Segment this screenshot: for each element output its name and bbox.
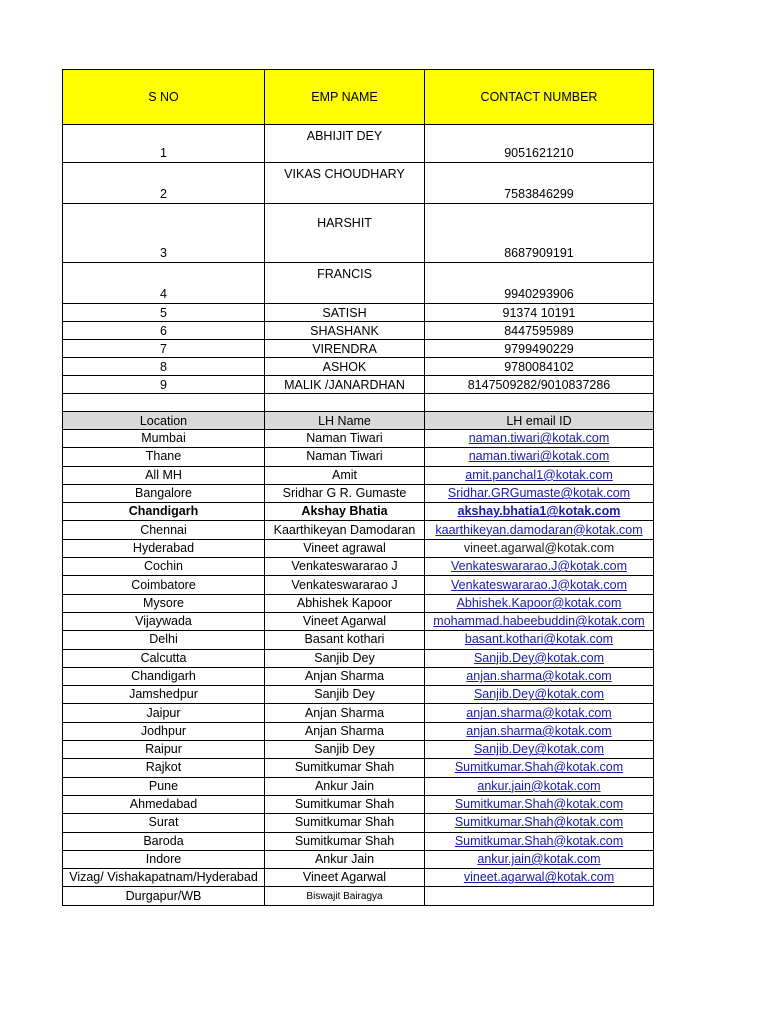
employee-row <box>63 376 654 394</box>
lh-row <box>63 887 654 905</box>
location-cell: All MH <box>63 466 265 484</box>
location-cell: Thane <box>63 448 265 466</box>
lh-row <box>63 466 654 484</box>
email-link[interactable]: Sumitkumar.Shah@kotak.com <box>454 760 624 775</box>
email-link[interactable]: vineet.agarwal@kotak.com <box>463 870 615 885</box>
email-link[interactable]: Sumitkumar.Shah@kotak.com <box>454 833 624 848</box>
email-link[interactable]: anjan.sharma@kotak.com <box>466 723 612 738</box>
location-cell: Raipur <box>63 741 265 759</box>
contact-table <box>62 69 654 906</box>
lh-name-cell: Vineet Agarwal <box>265 612 425 630</box>
lh-name-cell: Basant kothari <box>265 631 425 649</box>
lh-email-cell <box>425 741 654 759</box>
lh-name-cell: Sumitkumar Shah <box>265 759 425 777</box>
employee-row <box>63 263 654 304</box>
employee-contact: 91374 10191 <box>425 304 654 322</box>
lh-row <box>63 521 654 539</box>
employee-sno: 6 <box>63 322 265 340</box>
location-cell: Jaipur <box>63 704 265 722</box>
employee-name: VIRENDRA <box>265 340 425 358</box>
employee-sno: 7 <box>63 340 265 358</box>
location-cell: Vijaywada <box>63 612 265 630</box>
lh-name-cell: Sanjib Dey <box>265 741 425 759</box>
lh-name-cell: Anjan Sharma <box>265 704 425 722</box>
lh-row <box>63 722 654 740</box>
employee-row <box>63 340 654 358</box>
lh-row <box>63 741 654 759</box>
employee-name: FRANCIS <box>265 263 425 304</box>
lh-email-cell <box>425 869 654 887</box>
spacer-row <box>63 394 654 412</box>
lh-row <box>63 850 654 868</box>
email-link[interactable]: naman.tiwari@kotak.com <box>468 431 610 446</box>
email-link[interactable]: anjan.sharma@kotak.com <box>466 669 612 683</box>
employee-name: VIKAS CHOUDHARY <box>265 163 425 204</box>
header-emp-name: EMP NAME <box>265 70 425 125</box>
lh-email-cell <box>425 777 654 795</box>
lh-email-cell <box>425 484 654 502</box>
email-link[interactable]: Sanjib.Dey@kotak.com <box>473 687 605 702</box>
header-row <box>63 70 654 125</box>
email-link[interactable]: naman.tiwari@kotak.com <box>468 449 610 464</box>
employee-contact: 8147509282/9010837286 <box>425 376 654 394</box>
employee-row <box>63 304 654 322</box>
lh-name-cell: Naman Tiwari <box>265 448 425 466</box>
employee-contact: 9940293906 <box>425 263 654 304</box>
location-cell: Mysore <box>63 594 265 612</box>
lh-name-cell: Abhishek Kapoor <box>265 594 425 612</box>
employee-name: SHASHANK <box>265 322 425 340</box>
header-contact-number: CONTACT NUMBER <box>425 70 654 125</box>
lh-name-cell: Sumitkumar Shah <box>265 795 425 813</box>
lh-name-cell: Sumitkumar Shah <box>265 832 425 850</box>
employee-contact: 8447595989 <box>425 322 654 340</box>
location-cell: Cochin <box>63 558 265 576</box>
spreadsheet <box>62 69 653 906</box>
employee-name: MALIK /JANARDHAN <box>265 376 425 394</box>
email-link[interactable]: Sridhar.GRGumaste@kotak.com <box>447 486 631 501</box>
lh-email-cell <box>425 539 654 557</box>
lh-email-cell <box>425 576 654 594</box>
email-link[interactable]: ankur.jain@kotak.com <box>477 851 601 866</box>
location-cell: Delhi <box>63 631 265 649</box>
location-cell: Pune <box>63 777 265 795</box>
lh-name-cell: Vineet agrawal <box>265 539 425 557</box>
lh-name-cell: Anjan Sharma <box>265 722 425 740</box>
location-cell: Ahmedabad <box>63 795 265 813</box>
location-cell: Chandigarh <box>63 503 265 521</box>
lh-email-cell <box>425 814 654 832</box>
employee-row <box>63 163 654 204</box>
location-cell: Bangalore <box>63 484 265 502</box>
lh-email-cell <box>425 430 654 448</box>
lh-header-row <box>63 412 654 430</box>
email-link[interactable]: Abhishek.Kapoor@kotak.com <box>456 595 622 610</box>
location-cell: Baroda <box>63 832 265 850</box>
lh-row <box>63 594 654 612</box>
lh-row <box>63 539 654 557</box>
lh-email-cell <box>425 850 654 868</box>
lh-name-cell: Vineet Agarwal <box>265 869 425 887</box>
location-cell: Rajkot <box>63 759 265 777</box>
email-link[interactable]: Sumitkumar.Shah@kotak.com <box>454 797 624 812</box>
employee-row <box>63 358 654 376</box>
lh-email-cell <box>425 887 654 905</box>
lh-row <box>63 484 654 502</box>
lh-row <box>63 832 654 850</box>
lh-name-cell: Ankur Jain <box>265 777 425 795</box>
employee-row <box>63 322 654 340</box>
employee-sno: 5 <box>63 304 265 322</box>
lh-row <box>63 759 654 777</box>
location-cell: Hyderabad <box>63 539 265 557</box>
employee-contact: 7583846299 <box>425 163 654 204</box>
employee-name: HARSHIT <box>265 204 425 263</box>
email-link[interactable]: basant.kothari@kotak.com <box>464 632 614 647</box>
employee-contact: 8687909191 <box>425 204 654 263</box>
lh-row <box>63 612 654 630</box>
lh-email-cell <box>425 631 654 649</box>
email-link[interactable]: amit.panchal1@kotak.com <box>465 467 613 482</box>
email-link[interactable]: Venkateswararao.J@kotak.com <box>451 577 627 592</box>
email-link[interactable]: kaarthikeyan.damodaran@kotak.com <box>435 522 643 537</box>
lh-row <box>63 503 654 521</box>
employee-sno: 8 <box>63 358 265 376</box>
location-cell: Mumbai <box>63 430 265 448</box>
email-link[interactable]: Sumitkumar.Shah@kotak.com <box>454 815 624 830</box>
lh-row <box>63 777 654 795</box>
email-link[interactable]: mohammad.habeebuddin@kotak.com <box>433 614 645 629</box>
lh-name-cell: Anjan Sharma <box>265 667 425 685</box>
lh-name-cell: Ankur Jain <box>265 850 425 868</box>
lh-name-cell: Sanjib Dey <box>265 649 425 667</box>
lh-name-cell: Sridhar G R. Gumaste <box>265 484 425 502</box>
employee-name: ASHOK <box>265 358 425 376</box>
lh-email-cell <box>425 667 654 685</box>
email-link[interactable]: akshay.bhatia1@kotak.com <box>457 504 621 519</box>
location-cell: Jamshedpur <box>63 686 265 704</box>
header-lh-name: LH Name <box>265 412 425 430</box>
email-link[interactable]: Sanjib.Dey@kotak.com <box>473 742 605 757</box>
lh-email-cell <box>425 466 654 484</box>
lh-email-cell <box>425 759 654 777</box>
lh-name-cell: Akshay Bhatia <box>265 503 425 521</box>
lh-email-cell <box>425 722 654 740</box>
lh-email-cell <box>425 521 654 539</box>
employee-sno: 2 <box>63 163 265 204</box>
lh-email-cell <box>425 503 654 521</box>
lh-row <box>63 869 654 887</box>
lh-row <box>63 558 654 576</box>
lh-email-cell <box>425 558 654 576</box>
lh-row <box>63 430 654 448</box>
location-cell: Durgapur/WB <box>63 887 265 905</box>
location-cell: Chennai <box>63 521 265 539</box>
location-cell: Calcutta <box>63 649 265 667</box>
email-link[interactable]: ankur.jain@kotak.com <box>477 778 601 793</box>
location-cell: Indore <box>63 850 265 868</box>
employee-sno: 1 <box>63 125 265 163</box>
email-link[interactable]: anjan.sharma@kotak.com <box>466 705 612 720</box>
lh-row <box>63 576 654 594</box>
employee-contact: 9780084102 <box>425 358 654 376</box>
location-cell: Surat <box>63 814 265 832</box>
header-sno: S NO <box>63 70 265 125</box>
employee-sno: 9 <box>63 376 265 394</box>
location-cell: Coimbatore <box>63 576 265 594</box>
empty-cell <box>63 394 265 412</box>
lh-name-cell: Naman Tiwari <box>265 430 425 448</box>
lh-name-cell: Sumitkumar Shah <box>265 814 425 832</box>
empty-cell <box>425 394 654 412</box>
location-cell: Jodhpur <box>63 722 265 740</box>
employee-row <box>63 204 654 263</box>
lh-row <box>63 704 654 722</box>
lh-name-cell: Venkateswararao J <box>265 576 425 594</box>
lh-email-cell <box>425 686 654 704</box>
lh-email-cell <box>425 832 654 850</box>
empty-cell <box>265 394 425 412</box>
lh-name-cell: Sanjib Dey <box>265 686 425 704</box>
lh-email-cell <box>425 594 654 612</box>
employee-contact: 9799490229 <box>425 340 654 358</box>
lh-table-body <box>63 430 654 906</box>
employee-name: SATISH <box>265 304 425 322</box>
lh-row <box>63 686 654 704</box>
lh-name-cell: Kaarthikeyan Damodaran <box>265 521 425 539</box>
employee-name: ABHIJIT DEY <box>265 125 425 163</box>
employee-sno: 4 <box>63 263 265 304</box>
employee-row <box>63 125 654 163</box>
location-cell: Vizag/ Vishakapatnam/Hyderabad <box>63 869 265 887</box>
lh-email-cell <box>425 612 654 630</box>
location-cell: Chandigarh <box>63 667 265 685</box>
lh-row <box>63 631 654 649</box>
lh-row <box>63 795 654 813</box>
lh-row <box>63 814 654 832</box>
header-lh-email: LH email ID <box>425 412 654 430</box>
lh-row <box>63 649 654 667</box>
lh-email-cell <box>425 448 654 466</box>
employee-sno: 3 <box>63 204 265 263</box>
lh-name-cell: Venkateswararao J <box>265 558 425 576</box>
lh-email-cell <box>425 649 654 667</box>
lh-email-cell <box>425 704 654 722</box>
lh-name-cell: Amit <box>265 466 425 484</box>
lh-email-cell <box>425 795 654 813</box>
email-link[interactable]: Sanjib.Dey@kotak.com <box>473 650 605 665</box>
employee-contact: 9051621210 <box>425 125 654 163</box>
email-link[interactable]: Venkateswararao.J@kotak.com <box>451 559 627 574</box>
lh-row <box>63 667 654 685</box>
email-text: vineet.agarwal@kotak.com <box>463 540 615 555</box>
lh-row <box>63 448 654 466</box>
lh-name-cell: Biswajit Bairagya <box>265 887 425 905</box>
header-location: Location <box>63 412 265 430</box>
